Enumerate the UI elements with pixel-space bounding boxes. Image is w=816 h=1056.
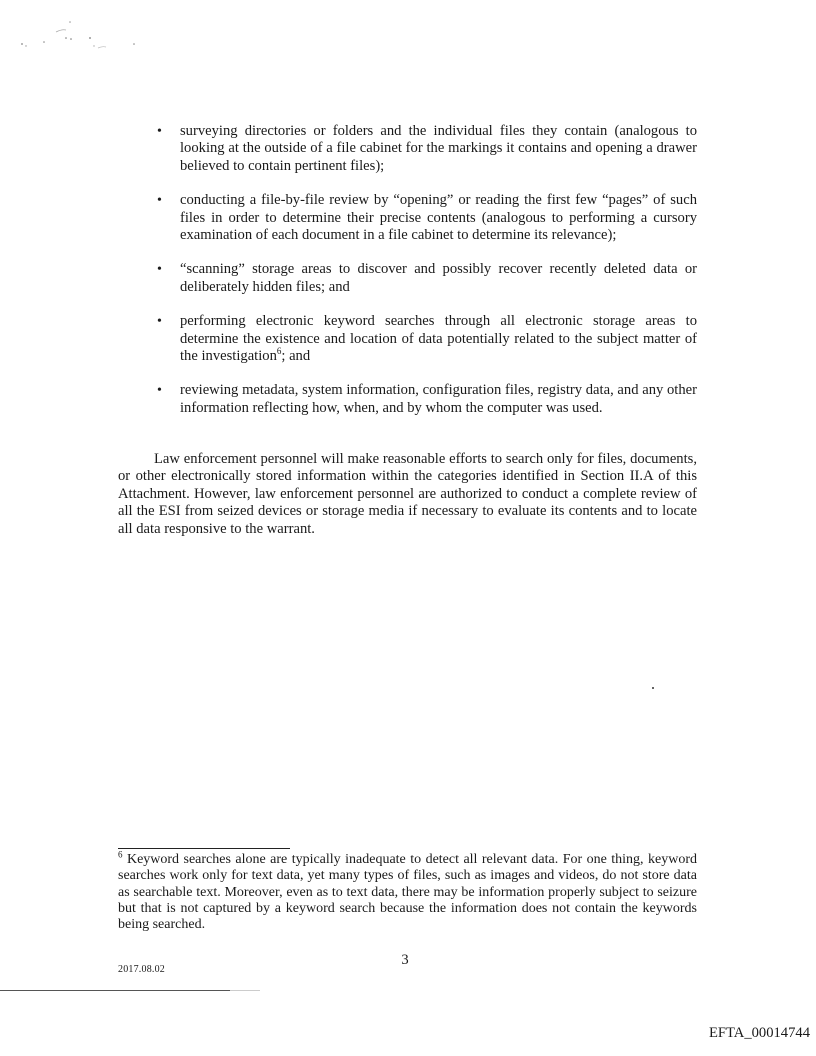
document-id: EFTA_00014744 [709, 1025, 810, 1041]
list-item-text: conducting a file-by-file review by “opening” or reading the first few “pages” of such files in order to determine their precise contents (analogous to performing a cursory examination of each document in a file cabinet to determine its relevance); [180, 192, 697, 244]
list-item-text: reviewing metadata, system information, configuration files, registry data, and any other information reflecting how, when, and by whom the computer was used. [180, 382, 697, 416]
list-item [152, 192, 697, 244]
date-code: 2017.08.02 [118, 964, 165, 975]
search-methods-list [152, 123, 697, 434]
footnote-reference[interactable]: 6 [276, 346, 282, 357]
list-item-text: performing electronic keyword searches through all electronic storage areas to determine the existence and location of data potentially related to the subject matter of the investigation [180, 313, 697, 365]
page-number: 3 [401, 952, 409, 968]
list-item [152, 382, 697, 417]
bullet-icon: • [157, 262, 162, 278]
bullet-icon: • [157, 193, 162, 209]
footnote-text: Keyword searches alone are typically inadequate to detect all relevant data. For one thing, keyword searches work only for text data, yet many types of files, such as images and videos, do not store data as searchable text. Moreover, even as to text data, there may be information properly subject to seizure but that is not captured by a keyword search because the information does not contain the keywords being searched. [118, 852, 697, 933]
bullet-icon: • [157, 124, 162, 139]
bottom-divider [0, 990, 230, 991]
body-paragraph: Law enforcement personnel will make reasonable efforts to search only for files, documents, or other electronically stored information within the categories identified in Section II.A of this Attachment. However, law enforcement personnel are authorized to conduct a complete review of all the ESI from seized devices or storage media if necessary to evaluate its contents and to locate all data responsive to the warrant. [118, 451, 697, 537]
bullet-icon: • [157, 383, 162, 399]
footnote-divider [118, 848, 290, 849]
bottom-divider-faint [230, 990, 260, 991]
footnote [118, 849, 697, 933]
list-item [152, 261, 697, 296]
list-item-text: surveying directories or folders and the individual files they contain (analogous to looking at the outside of a file cabinet for the markings it contains and opening a drawer believed to contain pertinent files); [180, 123, 697, 174]
list-item [152, 313, 697, 365]
scan-dot [652, 687, 654, 689]
footnote-number: 6 [118, 849, 123, 860]
scan-speckles [18, 18, 148, 58]
list-item-text: “scanning” storage areas to discover and possibly recover recently deleted data or deliberately hidden files; and [180, 261, 697, 295]
bullet-icon: • [157, 314, 162, 330]
list-item-text-end: ; and [281, 348, 311, 365]
list-item [152, 123, 697, 175]
